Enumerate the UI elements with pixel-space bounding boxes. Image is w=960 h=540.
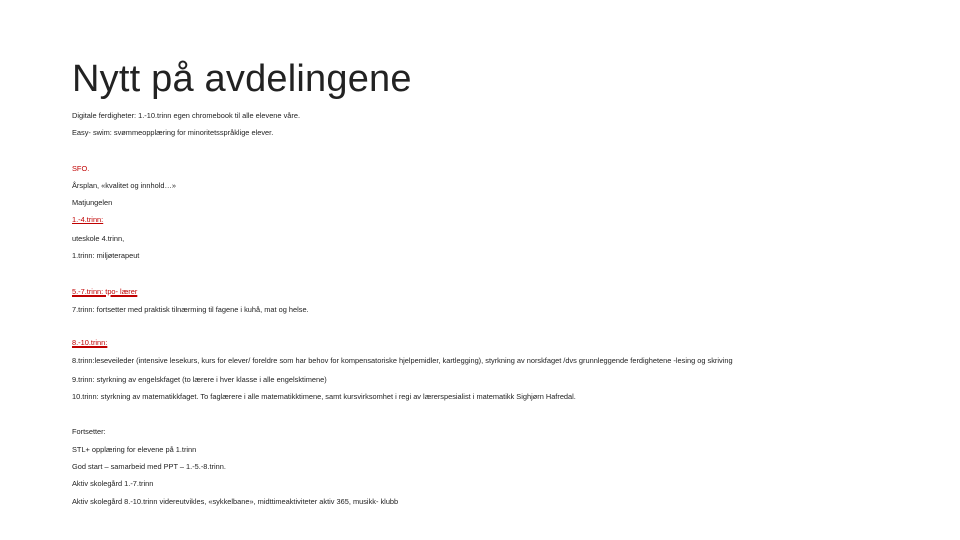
section-heading-1-4-trinn: 1.-4.trinn: <box>72 215 104 224</box>
text-line-digital: Digitale ferdigheter: 1.-10.trinn egen chromebook til alle elevene våre. <box>72 111 301 120</box>
section-heading-5-7-trinn: 5.-7.trinn: tpo- lærer <box>72 287 138 296</box>
text-line-uteskole: uteskole 4.trinn, <box>72 234 125 243</box>
text-line-8-trinn: 8.trinn:leseveileder (intensive lesekurs, kurs for elever/ foreldre som har behov for kompensatoriske hjelpemidler, kartlegging), styrkning av norskfaget /dvs grunnleggende ferdighetene -lesing og skriving <box>72 356 733 365</box>
text-line-10-trinn: 10.trinn: styrkning av matematikkfaget. To faglærere i alle matematikktimene, samt kursvirksomhet i regi av lærerspesialist i matematikk Sighjørn Hafredal. <box>72 392 576 401</box>
text-line-arsplan: Årsplan, «kvalitet og innhold…» <box>72 181 176 190</box>
text-line-aktiv-skolegard-1-7: Aktiv skolegård 1.-7.trinn <box>72 479 154 488</box>
text-line-fortsetter: Fortsetter: <box>72 427 106 436</box>
text-line-stl: STL+ opplæring for elevene på 1.trinn <box>72 445 197 454</box>
text-line-9-trinn: 9.trinn: styrkning av engelskfaget (to lærere i hver klasse i alle engelsktimene) <box>72 375 327 384</box>
text-line-easy-swim: Easy- swim: svømmeopplæring for minoritetsspråklige elever. <box>72 128 274 137</box>
section-heading-8-10-trinn: 8.-10.trinn: <box>72 338 108 347</box>
text-line-god-start: God start – samarbeid med PPT – 1.-5.-8.trinn. <box>72 462 226 471</box>
text-line-7-trinn: 7.trinn: fortsetter med praktisk tilnærming til fagene i kuhå, mat og helse. <box>72 305 309 314</box>
text-line-aktiv-skolegard-8-10: Aktiv skolegård 8.-10.trinn videreutvikles, «sykkelbane», midttimeaktiviteter aktiv 365, musikk- klubb <box>72 497 399 506</box>
section-heading-sfo: SFO. <box>72 164 90 173</box>
text-line-matjungelen: Matjungelen <box>72 198 113 207</box>
slide-title: Nytt på avdelingene <box>72 58 412 100</box>
text-line-miljoterapeut: 1.trinn: miljøterapeut <box>72 251 140 260</box>
